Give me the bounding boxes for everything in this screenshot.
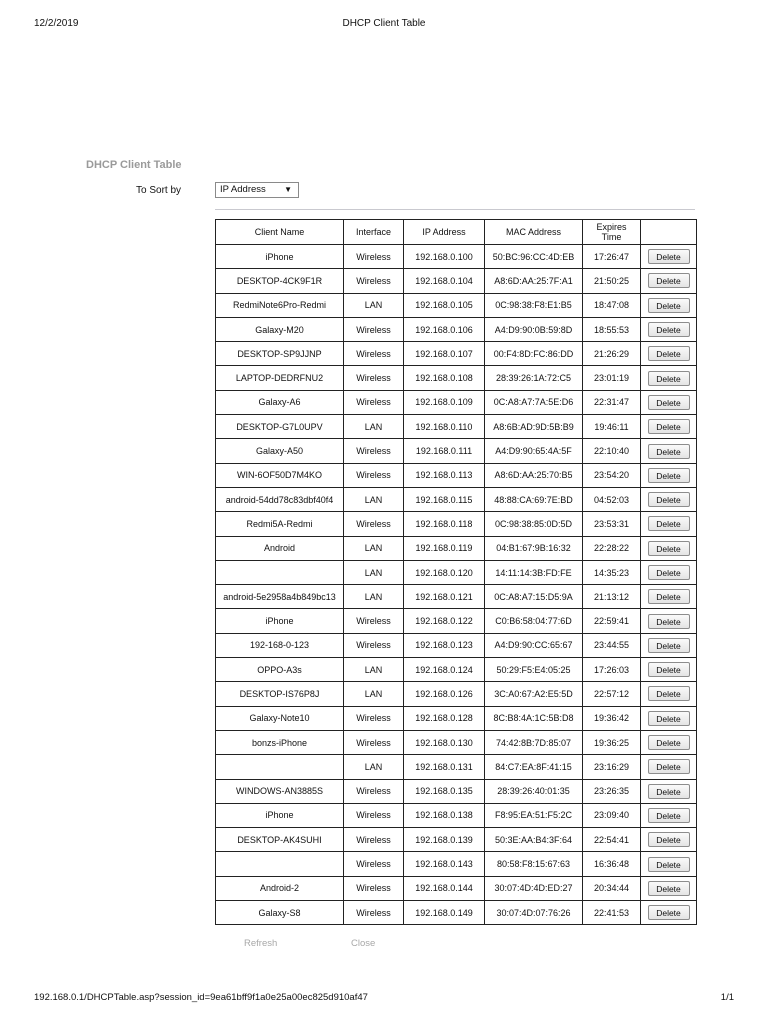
cell-action xyxy=(641,852,697,876)
cell-interface: Wireless xyxy=(344,512,404,536)
cell-mac-address: 0C:A8:A7:15:D5:9A xyxy=(485,585,583,609)
cell-action xyxy=(641,293,697,317)
cell-mac-address: 0C:98:38:F8:E1:B5 xyxy=(485,293,583,317)
cell-client-name: Android-2 xyxy=(216,876,344,900)
cell-action xyxy=(641,536,697,560)
cell-mac-address: 28:39:26:40:01:35 xyxy=(485,779,583,803)
cell-mac-address: 04:B1:67:9B:16:32 xyxy=(485,536,583,560)
cell-ip-address: 192.168.0.130 xyxy=(404,730,485,754)
delete-button[interactable]: Delete xyxy=(648,492,690,507)
cell-client-name: Galaxy-Note10 xyxy=(216,706,344,730)
cell-expires-time: 16:36:48 xyxy=(583,852,641,876)
print-footer-page-number: 1/1 xyxy=(720,992,734,1003)
delete-button[interactable]: Delete xyxy=(648,686,690,701)
cell-mac-address: A4:D9:90:CC:65:67 xyxy=(485,633,583,657)
cell-ip-address: 192.168.0.108 xyxy=(404,366,485,390)
table-row xyxy=(216,585,697,609)
cell-expires-time: 23:16:29 xyxy=(583,755,641,779)
delete-button[interactable]: Delete xyxy=(648,759,690,774)
cell-interface: Wireless xyxy=(344,852,404,876)
page-heading: DHCP Client Table xyxy=(86,159,182,171)
cell-ip-address: 192.168.0.118 xyxy=(404,512,485,536)
cell-client-name: android-54dd78c83dbf40f4 xyxy=(216,487,344,511)
cell-interface: LAN xyxy=(344,487,404,511)
col-header-ip-address: IP Address xyxy=(404,220,485,245)
cell-interface: LAN xyxy=(344,585,404,609)
cell-interface: Wireless xyxy=(344,828,404,852)
delete-button[interactable]: Delete xyxy=(648,395,690,410)
cell-action xyxy=(641,876,697,900)
col-header-expires-line2: Time xyxy=(601,232,622,242)
cell-client-name: Galaxy-S8 xyxy=(216,901,344,925)
cell-expires-time: 18:55:53 xyxy=(583,317,641,341)
table-row xyxy=(216,317,697,341)
cell-mac-address: 50:3E:AA:B4:3F:64 xyxy=(485,828,583,852)
cell-mac-address: A8:6B:AD:9D:5B:B9 xyxy=(485,415,583,439)
cell-client-name: DESKTOP-4CK9F1R xyxy=(216,269,344,293)
cell-action xyxy=(641,512,697,536)
delete-button[interactable]: Delete xyxy=(648,711,690,726)
cell-expires-time: 19:36:25 xyxy=(583,730,641,754)
cell-client-name: WIN-6OF50D7M4KO xyxy=(216,463,344,487)
cell-interface: Wireless xyxy=(344,901,404,925)
table-row xyxy=(216,706,697,730)
col-header-expires-time xyxy=(583,220,641,245)
col-header-action xyxy=(641,220,697,245)
cell-client-name: bonzs-iPhone xyxy=(216,730,344,754)
cell-ip-address: 192.168.0.120 xyxy=(404,560,485,584)
cell-client-name: Redmi5A-Redmi xyxy=(216,512,344,536)
delete-button[interactable]: Delete xyxy=(648,322,690,337)
cell-interface: Wireless xyxy=(344,342,404,366)
cell-ip-address: 192.168.0.131 xyxy=(404,755,485,779)
table-row xyxy=(216,415,697,439)
table-row xyxy=(216,342,697,366)
cell-expires-time: 19:36:42 xyxy=(583,706,641,730)
cell-expires-time: 19:46:11 xyxy=(583,415,641,439)
cell-action xyxy=(641,342,697,366)
cell-mac-address: A8:6D:AA:25:7F:A1 xyxy=(485,269,583,293)
table-row xyxy=(216,245,697,269)
cell-interface: Wireless xyxy=(344,390,404,414)
cell-action xyxy=(641,828,697,852)
cell-ip-address: 192.168.0.107 xyxy=(404,342,485,366)
cell-ip-address: 192.168.0.128 xyxy=(404,706,485,730)
table-row xyxy=(216,366,697,390)
cell-interface: Wireless xyxy=(344,269,404,293)
table-row xyxy=(216,560,697,584)
cell-interface: Wireless xyxy=(344,245,404,269)
cell-client-name: DESKTOP-IS76P8J xyxy=(216,682,344,706)
cell-expires-time: 22:10:40 xyxy=(583,439,641,463)
cell-mac-address: 14:11:14:3B:FD:FE xyxy=(485,560,583,584)
table-row xyxy=(216,779,697,803)
table-row xyxy=(216,901,697,925)
table-row xyxy=(216,269,697,293)
table-row xyxy=(216,828,697,852)
cell-client-name: android-5e2958a4b849bc13 xyxy=(216,585,344,609)
cell-action xyxy=(641,415,697,439)
cell-expires-time: 23:09:40 xyxy=(583,803,641,827)
cell-ip-address: 192.168.0.139 xyxy=(404,828,485,852)
cell-client-name: Galaxy-M20 xyxy=(216,317,344,341)
table-row xyxy=(216,609,697,633)
cell-interface: Wireless xyxy=(344,366,404,390)
cell-client-name: Android xyxy=(216,536,344,560)
table-row xyxy=(216,658,697,682)
cell-expires-time: 21:26:29 xyxy=(583,342,641,366)
cell-ip-address: 192.168.0.110 xyxy=(404,415,485,439)
sort-label: To Sort by xyxy=(136,185,182,196)
cell-ip-address: 192.168.0.123 xyxy=(404,633,485,657)
cell-action xyxy=(641,463,697,487)
cell-mac-address: A4:D9:90:0B:59:8D xyxy=(485,317,583,341)
col-header-mac-address: MAC Address xyxy=(485,220,583,245)
table-row xyxy=(216,439,697,463)
cell-ip-address: 192.168.0.113 xyxy=(404,463,485,487)
cell-ip-address: 192.168.0.106 xyxy=(404,317,485,341)
cell-client-name: Galaxy-A50 xyxy=(216,439,344,463)
dhcp-client-table xyxy=(215,219,697,925)
cell-action xyxy=(641,682,697,706)
cell-ip-address: 192.168.0.138 xyxy=(404,803,485,827)
table-row xyxy=(216,293,697,317)
delete-button[interactable]: Delete xyxy=(648,735,690,750)
cell-mac-address: A4:D9:90:65:4A:5F xyxy=(485,439,583,463)
cell-mac-address: C0:B6:58:04:77:6D xyxy=(485,609,583,633)
cell-expires-time: 22:57:12 xyxy=(583,682,641,706)
cell-ip-address: 192.168.0.149 xyxy=(404,901,485,925)
cell-expires-time: 22:54:41 xyxy=(583,828,641,852)
delete-button[interactable]: Delete xyxy=(648,541,690,556)
cell-expires-time: 22:59:41 xyxy=(583,609,641,633)
cell-ip-address: 192.168.0.109 xyxy=(404,390,485,414)
print-date: 12/2/2019 xyxy=(34,18,79,29)
cell-action xyxy=(641,730,697,754)
delete-button[interactable]: Delete xyxy=(648,346,690,361)
cell-expires-time: 14:35:23 xyxy=(583,560,641,584)
cell-client-name: DESKTOP-G7L0UPV xyxy=(216,415,344,439)
col-header-interface: Interface xyxy=(344,220,404,245)
print-title: DHCP Client Table xyxy=(342,18,426,29)
cell-ip-address: 192.168.0.122 xyxy=(404,609,485,633)
cell-interface: Wireless xyxy=(344,439,404,463)
table-row xyxy=(216,487,697,511)
cell-action xyxy=(641,803,697,827)
delete-button[interactable]: Delete xyxy=(648,808,690,823)
cell-action xyxy=(641,487,697,511)
cell-interface: LAN xyxy=(344,536,404,560)
divider xyxy=(215,209,695,210)
delete-button[interactable]: Delete xyxy=(648,905,690,920)
cell-action xyxy=(641,658,697,682)
cell-interface: Wireless xyxy=(344,317,404,341)
cell-action xyxy=(641,366,697,390)
cell-interface: Wireless xyxy=(344,463,404,487)
cell-ip-address: 192.168.0.105 xyxy=(404,293,485,317)
delete-button[interactable]: Delete xyxy=(648,371,690,386)
table-row xyxy=(216,755,697,779)
cell-action xyxy=(641,755,697,779)
cell-action xyxy=(641,779,697,803)
cell-mac-address: 0C:98:38:85:0D:5D xyxy=(485,512,583,536)
cell-interface: LAN xyxy=(344,560,404,584)
delete-button[interactable]: Delete xyxy=(648,614,690,629)
cell-expires-time: 17:26:47 xyxy=(583,245,641,269)
delete-button[interactable]: Delete xyxy=(648,589,690,604)
cell-mac-address: 48:88:CA:69:7E:BD xyxy=(485,487,583,511)
delete-button[interactable]: Delete xyxy=(648,298,690,313)
cell-client-name xyxy=(216,755,344,779)
cell-ip-address: 192.168.0.135 xyxy=(404,779,485,803)
cell-interface: Wireless xyxy=(344,706,404,730)
cell-mac-address: 30:07:4D:07:76:26 xyxy=(485,901,583,925)
delete-button[interactable]: Delete xyxy=(648,468,690,483)
cell-ip-address: 192.168.0.104 xyxy=(404,269,485,293)
cell-expires-time: 23:54:20 xyxy=(583,463,641,487)
cell-client-name xyxy=(216,560,344,584)
cell-interface: Wireless xyxy=(344,779,404,803)
cell-expires-time: 20:34:44 xyxy=(583,876,641,900)
delete-button[interactable]: Delete xyxy=(648,565,690,580)
cell-expires-time: 21:50:25 xyxy=(583,269,641,293)
cell-mac-address: 3C:A0:67:A2:E5:5D xyxy=(485,682,583,706)
cell-client-name: RedmiNote6Pro-Redmi xyxy=(216,293,344,317)
cell-expires-time: 23:26:35 xyxy=(583,779,641,803)
cell-mac-address: 30:07:4D:4D:ED:27 xyxy=(485,876,583,900)
table-row xyxy=(216,682,697,706)
col-header-client-name: Client Name xyxy=(216,220,344,245)
cell-action xyxy=(641,439,697,463)
dropdown-arrow-icon: ▼ xyxy=(284,185,292,194)
delete-button[interactable]: Delete xyxy=(648,857,690,872)
delete-button[interactable]: Delete xyxy=(648,444,690,459)
cell-interface: LAN xyxy=(344,658,404,682)
cell-action xyxy=(641,269,697,293)
cell-client-name: iPhone xyxy=(216,609,344,633)
print-footer-url: 192.168.0.1/DHCPTable.asp?session_id=9ea61bff9f1a0e25a00ec825d910af47 xyxy=(34,992,368,1003)
delete-button[interactable]: Delete xyxy=(648,638,690,653)
close-button[interactable]: Close xyxy=(351,938,376,949)
cell-ip-address: 192.168.0.115 xyxy=(404,487,485,511)
cell-ip-address: 192.168.0.126 xyxy=(404,682,485,706)
cell-expires-time: 23:01:19 xyxy=(583,366,641,390)
table-row xyxy=(216,390,697,414)
cell-ip-address: 192.168.0.121 xyxy=(404,585,485,609)
cell-interface: LAN xyxy=(344,682,404,706)
cell-expires-time: 23:44:55 xyxy=(583,633,641,657)
cell-client-name: iPhone xyxy=(216,803,344,827)
delete-button[interactable]: Delete xyxy=(648,784,690,799)
cell-action xyxy=(641,317,697,341)
cell-expires-time: 21:13:12 xyxy=(583,585,641,609)
delete-button[interactable]: Delete xyxy=(648,249,690,264)
cell-action xyxy=(641,390,697,414)
cell-action xyxy=(641,585,697,609)
table-row xyxy=(216,730,697,754)
cell-interface: Wireless xyxy=(344,803,404,827)
cell-interface: LAN xyxy=(344,755,404,779)
cell-expires-time: 22:41:53 xyxy=(583,901,641,925)
cell-mac-address: 00:F4:8D:FC:86:DD xyxy=(485,342,583,366)
delete-button[interactable]: Delete xyxy=(648,419,690,434)
cell-client-name: 192-168-0-123 xyxy=(216,633,344,657)
cell-action xyxy=(641,560,697,584)
cell-client-name xyxy=(216,852,344,876)
cell-client-name: LAPTOP-DEDRFNU2 xyxy=(216,366,344,390)
cell-ip-address: 192.168.0.100 xyxy=(404,245,485,269)
cell-ip-address: 192.168.0.143 xyxy=(404,852,485,876)
cell-interface: LAN xyxy=(344,415,404,439)
table-row xyxy=(216,633,697,657)
table-row xyxy=(216,536,697,560)
cell-expires-time: 22:31:47 xyxy=(583,390,641,414)
cell-interface: Wireless xyxy=(344,633,404,657)
cell-mac-address: A8:6D:AA:25:70:B5 xyxy=(485,463,583,487)
cell-mac-address: 28:39:26:1A:72:C5 xyxy=(485,366,583,390)
delete-button[interactable]: Delete xyxy=(648,273,690,288)
table-row xyxy=(216,876,697,900)
cell-interface: Wireless xyxy=(344,730,404,754)
cell-ip-address: 192.168.0.111 xyxy=(404,439,485,463)
table-header-row xyxy=(216,220,697,245)
sort-by-select[interactable] xyxy=(215,182,299,198)
cell-mac-address: 80:58:F8:15:67:63 xyxy=(485,852,583,876)
refresh-button[interactable]: Refresh xyxy=(244,938,278,949)
cell-expires-time: 22:28:22 xyxy=(583,536,641,560)
cell-expires-time: 17:26:03 xyxy=(583,658,641,682)
sort-by-value: IP Address xyxy=(220,184,266,195)
cell-action xyxy=(641,609,697,633)
cell-client-name: Galaxy-A6 xyxy=(216,390,344,414)
table-row xyxy=(216,803,697,827)
cell-client-name: iPhone xyxy=(216,245,344,269)
delete-button[interactable]: Delete xyxy=(648,662,690,677)
cell-action xyxy=(641,245,697,269)
cell-expires-time: 23:53:31 xyxy=(583,512,641,536)
cell-client-name: OPPO-A3s xyxy=(216,658,344,682)
cell-client-name: DESKTOP-SP9JJNP xyxy=(216,342,344,366)
table-row xyxy=(216,852,697,876)
cell-interface: Wireless xyxy=(344,609,404,633)
cell-mac-address: 74:42:8B:7D:85:07 xyxy=(485,730,583,754)
col-header-expires-line1: Expires xyxy=(596,222,627,232)
cell-ip-address: 192.168.0.144 xyxy=(404,876,485,900)
cell-ip-address: 192.168.0.119 xyxy=(404,536,485,560)
cell-interface: LAN xyxy=(344,293,404,317)
cell-mac-address: 84:C7:EA:8F:41:15 xyxy=(485,755,583,779)
cell-client-name: WINDOWS-AN3885S xyxy=(216,779,344,803)
cell-ip-address: 192.168.0.124 xyxy=(404,658,485,682)
cell-client-name: DESKTOP-AK4SUHI xyxy=(216,828,344,852)
cell-mac-address: 0C:A8:A7:7A:5E:D6 xyxy=(485,390,583,414)
delete-button[interactable]: Delete xyxy=(648,516,690,531)
delete-button[interactable]: Delete xyxy=(648,881,690,896)
cell-expires-time: 04:52:03 xyxy=(583,487,641,511)
cell-action xyxy=(641,901,697,925)
cell-mac-address: 50:29:F5:E4:05:25 xyxy=(485,658,583,682)
cell-action xyxy=(641,633,697,657)
cell-action xyxy=(641,706,697,730)
delete-button[interactable]: Delete xyxy=(648,832,690,847)
table-row xyxy=(216,463,697,487)
cell-mac-address: F8:95:EA:51:F5:2C xyxy=(485,803,583,827)
cell-mac-address: 50:BC:96:CC:4D:EB xyxy=(485,245,583,269)
cell-interface: Wireless xyxy=(344,876,404,900)
cell-mac-address: 8C:B8:4A:1C:5B:D8 xyxy=(485,706,583,730)
table-row xyxy=(216,512,697,536)
cell-expires-time: 18:47:08 xyxy=(583,293,641,317)
